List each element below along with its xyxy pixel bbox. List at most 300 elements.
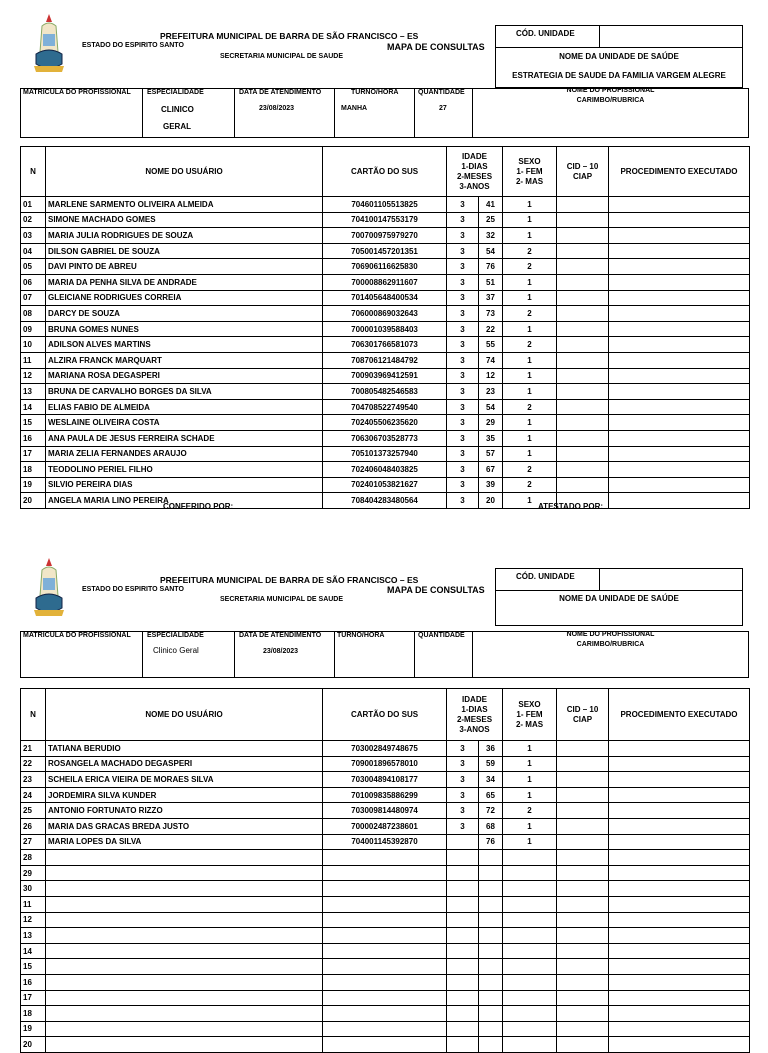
procedimento-field[interactable] <box>609 959 750 975</box>
table-row <box>21 803 750 819</box>
cid-ciap-field[interactable] <box>557 352 609 368</box>
age-unit: 3 <box>447 399 479 415</box>
sus-card-number: 700903969412591 <box>323 368 447 384</box>
procedimento-field[interactable] <box>609 352 750 368</box>
cid-ciap-field[interactable] <box>557 818 609 834</box>
cid-ciap-field[interactable] <box>557 290 609 306</box>
table-row <box>21 772 750 788</box>
cid-ciap-field[interactable] <box>557 803 609 819</box>
sex-value <box>503 881 557 897</box>
sus-card-number: 703004894108177 <box>323 772 447 788</box>
cid-ciap-field[interactable] <box>557 337 609 353</box>
sus-card-number <box>323 881 447 897</box>
cid-ciap-field[interactable] <box>557 212 609 228</box>
col-cid-header <box>557 147 609 197</box>
cid-ciap-field[interactable] <box>557 974 609 990</box>
sex-value: 2 <box>503 462 557 478</box>
row-number: 11 <box>21 352 46 368</box>
cod-unidade-label-cell <box>496 26 600 48</box>
age-unit: 3 <box>447 477 479 493</box>
cid-ciap-field[interactable] <box>557 990 609 1006</box>
sexo-title: SEXO <box>518 156 541 166</box>
row-number: 24 <box>21 787 46 803</box>
procedimento-field[interactable] <box>609 881 750 897</box>
sus-card-number: 708706121484792 <box>323 352 447 368</box>
table-row <box>21 197 750 213</box>
procedimento-field[interactable] <box>609 741 750 757</box>
procedimento-field[interactable] <box>609 912 750 928</box>
patient-name <box>46 881 323 897</box>
age-value: 54 <box>479 399 503 415</box>
age-value: 36 <box>479 741 503 757</box>
sex-value <box>503 850 557 866</box>
patient-name: ELIAS FABIO DE ALMEIDA <box>46 399 323 415</box>
cid-ciap-field[interactable] <box>557 274 609 290</box>
age-value <box>479 865 503 881</box>
procedimento-field[interactable] <box>609 274 750 290</box>
sus-card-number: 708404283480564 <box>323 493 447 509</box>
procedimento-field[interactable] <box>609 197 750 213</box>
mapa-de-consultas-title: MAPA DE CONSULTAS <box>387 42 485 52</box>
quantidade-label: QUANTIDADE <box>418 89 465 96</box>
sex-value: 2 <box>503 243 557 259</box>
sex-value: 1 <box>503 228 557 244</box>
table-row <box>21 243 750 259</box>
procedimento-field[interactable] <box>609 415 750 431</box>
patient-name: MARIANA ROSA DEGASPERI <box>46 368 323 384</box>
age-value: 39 <box>479 477 503 493</box>
patient-name <box>46 865 323 881</box>
row-number: 08 <box>21 306 46 322</box>
age-unit: 3 <box>447 290 479 306</box>
cid-ciap-field[interactable] <box>557 896 609 912</box>
estado-label: ESTADO DO ESPIRITO SANTO <box>82 42 184 49</box>
col-procedimento-header-2: PROCEDIMENTO EXECUTADO <box>609 689 750 741</box>
cid-ciap-field[interactable] <box>557 1037 609 1053</box>
municipal-coat-of-arms-logo <box>32 12 66 76</box>
row-number: 17 <box>21 990 46 1006</box>
age-unit: 3 <box>447 493 479 509</box>
sex-value <box>503 912 557 928</box>
row-number: 12 <box>21 912 46 928</box>
col-procedimento-header: PROCEDIMENTO EXECUTADO <box>609 147 750 197</box>
procedimento-field[interactable] <box>609 446 750 462</box>
sus-card-number: 703009814480974 <box>323 803 447 819</box>
procedimento-field[interactable] <box>609 493 750 509</box>
sex-value: 1 <box>503 787 557 803</box>
sex-value: 2 <box>503 337 557 353</box>
cid-ciap-field[interactable] <box>557 446 609 462</box>
row-number: 22 <box>21 756 46 772</box>
patient-name: ANA PAULA DE JESUS FERREIRA SCHADE <box>46 430 323 446</box>
cid-ciap-field[interactable] <box>557 368 609 384</box>
table-row <box>21 337 750 353</box>
age-value: 22 <box>479 321 503 337</box>
sus-card-number: 702405506235620 <box>323 415 447 431</box>
sex-value: 1 <box>503 384 557 400</box>
profissional-label-2: NOME DO PROFISSIONAL <box>566 631 655 638</box>
cid-title-2: CID – 10 <box>566 704 599 714</box>
patients-table-2-body <box>21 741 750 1053</box>
procedimento-field[interactable] <box>609 368 750 384</box>
cid-ciap-field[interactable] <box>557 881 609 897</box>
sus-card-number <box>323 850 447 866</box>
carimbo-label-2: CARIMBO/RUBRICA <box>576 641 645 648</box>
sex-value: 1 <box>503 834 557 850</box>
procedimento-field[interactable] <box>609 462 750 478</box>
cid-ciap-field[interactable] <box>557 228 609 244</box>
sex-value: 1 <box>503 290 557 306</box>
age-unit: 3 <box>447 756 479 772</box>
especialidade-cell-2[interactable] <box>143 632 235 677</box>
prefeitura-title-2: PREFEITURA MUNICIPAL DE BARRA DE SÃO FRANCISCO – ES <box>160 575 419 585</box>
patient-name <box>46 1037 323 1053</box>
table-row <box>21 290 750 306</box>
patient-name <box>46 912 323 928</box>
age-unit: 3 <box>447 803 479 819</box>
procedimento-field[interactable] <box>609 787 750 803</box>
patient-name: ROSANGELA MACHADO DEGASPERI <box>46 756 323 772</box>
sex-value: 2 <box>503 477 557 493</box>
patient-name: DARCY DE SOUZA <box>46 306 323 322</box>
age-value <box>479 1037 503 1053</box>
procedimento-field[interactable] <box>609 865 750 881</box>
row-number: 06 <box>21 274 46 290</box>
table-row <box>21 274 750 290</box>
row-number: 27 <box>21 834 46 850</box>
turno-cell[interactable] <box>335 89 415 137</box>
sus-card-number: 706306703528773 <box>323 430 447 446</box>
table-row <box>21 477 750 493</box>
col-n-header-2: N <box>21 689 46 741</box>
procedimento-field[interactable] <box>609 756 750 772</box>
sus-card-number <box>323 1037 447 1053</box>
table-row <box>21 787 750 803</box>
patient-name <box>46 974 323 990</box>
age-value: 23 <box>479 384 503 400</box>
sex-value: 1 <box>503 818 557 834</box>
sex-value <box>503 928 557 944</box>
age-unit: 3 <box>447 197 479 213</box>
cid-ciap-field[interactable] <box>557 430 609 446</box>
age-unit <box>447 865 479 881</box>
sus-card-number: 700002487238601 <box>323 818 447 834</box>
age-value <box>479 850 503 866</box>
cid-ciap-field[interactable] <box>557 415 609 431</box>
ciap-title: CIAP <box>572 171 593 181</box>
nome-unidade-label: NOME DA UNIDADE DE SAÚDE <box>559 52 679 61</box>
procedimento-field[interactable] <box>609 243 750 259</box>
sus-card-number: 704601105513825 <box>323 197 447 213</box>
col-n-header: N <box>21 147 46 197</box>
turno-cell-2[interactable] <box>335 632 415 677</box>
patient-name: ADILSON ALVES MARTINS <box>46 337 323 353</box>
age-value <box>479 990 503 1006</box>
procedimento-field[interactable] <box>609 337 750 353</box>
age-unit: 3 <box>447 818 479 834</box>
table-row <box>21 974 750 990</box>
especialidade-value-2: Clinico Geral <box>153 646 199 655</box>
procedimento-field[interactable] <box>609 290 750 306</box>
cid-ciap-field[interactable] <box>557 772 609 788</box>
table-row <box>21 321 750 337</box>
cid-ciap-field[interactable] <box>557 756 609 772</box>
patient-name: SCHEILA ERICA VIEIRA DE MORAES SILVA <box>46 772 323 788</box>
table-row <box>21 850 750 866</box>
patient-name: ANTONIO FORTUNATO RIZZO <box>46 803 323 819</box>
table-row <box>21 928 750 944</box>
age-unit: 3 <box>447 212 479 228</box>
row-number: 02 <box>21 212 46 228</box>
row-number: 17 <box>21 446 46 462</box>
sus-card-number: 705101373257940 <box>323 446 447 462</box>
patient-name: SILVIO PEREIRA DIAS <box>46 477 323 493</box>
col-cartao-header-2: CARTÃO DO SUS <box>323 689 447 741</box>
table-row <box>21 1006 750 1022</box>
sus-card-number <box>323 896 447 912</box>
procedimento-field[interactable] <box>609 212 750 228</box>
atendimento-header-box-2 <box>20 631 749 678</box>
age-value: 57 <box>479 446 503 462</box>
table-row <box>21 228 750 244</box>
sus-card-number: 706906116625830 <box>323 259 447 275</box>
col-idade-header <box>447 147 503 197</box>
row-number: 13 <box>21 928 46 944</box>
sexo-title-2: SEXO <box>518 699 541 709</box>
procedimento-field[interactable] <box>609 834 750 850</box>
conferido-por-label: CONFERIDO POR: <box>163 502 234 511</box>
table-row <box>21 462 750 478</box>
data-value: 23/08/2023 <box>259 105 295 112</box>
patient-name <box>46 1006 323 1022</box>
sus-card-number: 709001896578010 <box>323 756 447 772</box>
table-row <box>21 834 750 850</box>
col-cartao-header: CARTÃO DO SUS <box>323 147 447 197</box>
profissional-label: NOME DO PROFISSIONAL <box>566 87 655 94</box>
quantidade-cell[interactable] <box>415 89 473 137</box>
sus-card-number: 700001039588403 <box>323 321 447 337</box>
procedimento-field[interactable] <box>609 974 750 990</box>
age-unit: 3 <box>447 741 479 757</box>
table-row <box>21 384 750 400</box>
sus-card-number: 700008862911607 <box>323 274 447 290</box>
sex-value: 1 <box>503 321 557 337</box>
procedimento-field[interactable] <box>609 259 750 275</box>
procedimento-field[interactable] <box>609 306 750 322</box>
procedimento-field[interactable] <box>609 477 750 493</box>
age-unit: 3 <box>447 446 479 462</box>
table-row <box>21 1037 750 1053</box>
procedimento-field[interactable] <box>609 928 750 944</box>
sus-card-number <box>323 974 447 990</box>
sus-card-number: 706000869032643 <box>323 306 447 322</box>
cid-ciap-field[interactable] <box>557 197 609 213</box>
age-value <box>479 881 503 897</box>
idade-anos-2: 3-ANOS <box>459 724 490 734</box>
age-unit <box>447 881 479 897</box>
cid-ciap-field[interactable] <box>557 1006 609 1022</box>
row-number: 29 <box>21 865 46 881</box>
data-label: DATA DE ATENDIMENTO <box>239 89 322 96</box>
table-row <box>21 818 750 834</box>
cid-ciap-field[interactable] <box>557 912 609 928</box>
row-number: 25 <box>21 803 46 819</box>
age-value: 76 <box>479 259 503 275</box>
cid-ciap-field[interactable] <box>557 787 609 803</box>
row-number: 28 <box>21 850 46 866</box>
especialidade-label-2: ESPECIALIDADE <box>147 632 204 639</box>
cid-ciap-field[interactable] <box>557 741 609 757</box>
age-value <box>479 896 503 912</box>
table-row <box>21 881 750 897</box>
patient-name: DILSON GABRIEL DE SOUZA <box>46 243 323 259</box>
age-value: 35 <box>479 430 503 446</box>
idade-anos: 3-ANOS <box>459 181 490 191</box>
row-number: 03 <box>21 228 46 244</box>
procedimento-field[interactable] <box>609 850 750 866</box>
cid-title: CID – 10 <box>566 161 599 171</box>
age-value <box>479 912 503 928</box>
age-value: 32 <box>479 228 503 244</box>
procedimento-field[interactable] <box>609 990 750 1006</box>
age-unit: 3 <box>447 259 479 275</box>
cid-ciap-field[interactable] <box>557 243 609 259</box>
age-value: 76 <box>479 834 503 850</box>
procedimento-field[interactable] <box>609 321 750 337</box>
cid-ciap-field[interactable] <box>557 477 609 493</box>
row-number: 21 <box>21 741 46 757</box>
age-value: 67 <box>479 462 503 478</box>
sus-card-number: 702401053821627 <box>323 477 447 493</box>
age-value: 68 <box>479 818 503 834</box>
cid-ciap-field[interactable] <box>557 834 609 850</box>
patient-name: TEODOLINO PERIEL FILHO <box>46 462 323 478</box>
age-value: 54 <box>479 243 503 259</box>
age-unit <box>447 974 479 990</box>
age-value: 51 <box>479 274 503 290</box>
cid-ciap-field[interactable] <box>557 959 609 975</box>
procedimento-field[interactable] <box>609 430 750 446</box>
sus-card-number <box>323 1006 447 1022</box>
matricula-cell-2[interactable] <box>21 632 143 677</box>
sex-value: 1 <box>503 756 557 772</box>
table-row <box>21 399 750 415</box>
table-row <box>21 756 750 772</box>
quantidade-cell-2[interactable] <box>415 632 473 677</box>
sus-card-number: 701405648400534 <box>323 290 447 306</box>
age-unit <box>447 1037 479 1053</box>
table-row <box>21 212 750 228</box>
sus-card-number <box>323 990 447 1006</box>
row-number: 05 <box>21 259 46 275</box>
sex-value <box>503 1037 557 1053</box>
patient-name: SIMONE MACHADO GOMES <box>46 212 323 228</box>
procedimento-field[interactable] <box>609 803 750 819</box>
cid-ciap-field[interactable] <box>557 306 609 322</box>
age-value: 29 <box>479 415 503 431</box>
cid-ciap-field[interactable] <box>557 259 609 275</box>
row-number: 01 <box>21 197 46 213</box>
age-unit <box>447 850 479 866</box>
age-value: 74 <box>479 352 503 368</box>
procedimento-field[interactable] <box>609 943 750 959</box>
cid-ciap-field[interactable] <box>557 321 609 337</box>
patient-name: MARIA LOPES DA SILVA <box>46 834 323 850</box>
procedimento-field[interactable] <box>609 818 750 834</box>
sex-value: 2 <box>503 399 557 415</box>
cid-ciap-field[interactable] <box>557 928 609 944</box>
quantidade-value: 27 <box>439 105 447 112</box>
data-cell-2[interactable] <box>235 632 335 677</box>
col-idade-header-2 <box>447 689 503 741</box>
procedimento-field[interactable] <box>609 896 750 912</box>
sex-value <box>503 896 557 912</box>
sex-value <box>503 990 557 1006</box>
patient-name: MARIA DA PENHA SILVA DE ANDRADE <box>46 274 323 290</box>
sex-value: 1 <box>503 197 557 213</box>
sex-value: 1 <box>503 274 557 290</box>
cid-ciap-field[interactable] <box>557 462 609 478</box>
age-unit: 3 <box>447 337 479 353</box>
cid-ciap-field[interactable] <box>557 850 609 866</box>
age-unit: 3 <box>447 321 479 337</box>
cid-ciap-field[interactable] <box>557 384 609 400</box>
turno-label-2: TURNO/HORA <box>337 632 385 639</box>
age-unit: 3 <box>447 228 479 244</box>
procedimento-field[interactable] <box>609 1037 750 1053</box>
cod-unidade-field[interactable] <box>600 26 742 48</box>
patient-name <box>46 943 323 959</box>
procedimento-field[interactable] <box>609 399 750 415</box>
data-cell[interactable] <box>235 89 335 137</box>
cod-unidade-label-cell-2 <box>496 569 600 591</box>
patients-table-1 <box>20 146 750 509</box>
sex-value <box>503 974 557 990</box>
cod-unidade-field-2[interactable] <box>600 569 742 591</box>
age-unit: 3 <box>447 274 479 290</box>
nome-unidade-value: ESTRATEGIA DE SAUDE DA FAMILIA VARGEM ALEGRE <box>512 71 726 80</box>
especialidade-cell[interactable] <box>143 89 235 137</box>
age-value: 37 <box>479 290 503 306</box>
patient-name <box>46 990 323 1006</box>
idade-title-2: IDADE <box>462 694 487 704</box>
idade-dias: 1-DIAS <box>461 161 488 171</box>
sexo-fem: 1- FEM <box>516 166 543 176</box>
procedimento-field[interactable] <box>609 384 750 400</box>
procedimento-field[interactable] <box>609 1006 750 1022</box>
row-number: 11 <box>21 896 46 912</box>
row-number: 19 <box>21 477 46 493</box>
cid-ciap-field[interactable] <box>557 865 609 881</box>
patient-name: MARIA DAS GRACAS BREDA JUSTO <box>46 818 323 834</box>
unidade-box <box>495 25 743 88</box>
quantidade-label-2: QUANTIDADE <box>418 632 465 639</box>
mapa-de-consultas-title-2: MAPA DE CONSULTAS <box>387 585 485 595</box>
cid-ciap-field[interactable] <box>557 399 609 415</box>
cid-ciap-field[interactable] <box>557 943 609 959</box>
row-number: 14 <box>21 399 46 415</box>
matricula-cell[interactable] <box>21 89 143 137</box>
age-value: 20 <box>479 493 503 509</box>
procedimento-field[interactable] <box>609 772 750 788</box>
secretaria-label-2: SECRETARIA MUNICIPAL DE SAUDE <box>220 596 344 603</box>
sex-value: 1 <box>503 741 557 757</box>
procedimento-field[interactable] <box>609 228 750 244</box>
col-nome-header: NOME DO USUÁRIO <box>46 147 323 197</box>
row-number: 16 <box>21 974 46 990</box>
sex-value: 1 <box>503 446 557 462</box>
row-number: 10 <box>21 337 46 353</box>
